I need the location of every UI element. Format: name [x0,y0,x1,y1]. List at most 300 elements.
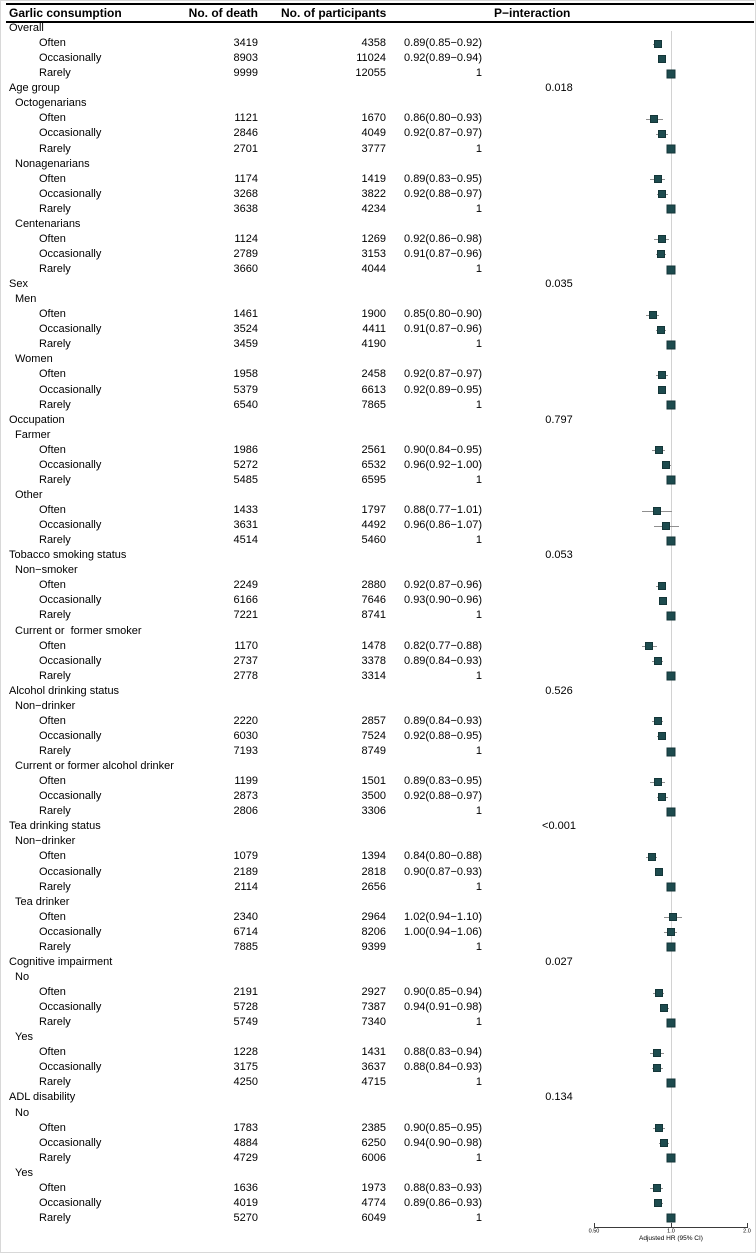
hr-ci-text: 1.00(0.94−1.06) [404,925,482,938]
row-label: Rarely [39,142,71,155]
hr-ci-text: 1 [475,263,482,275]
row-label: Rarely [39,1016,71,1029]
participant-count: 3153 [361,247,386,260]
row-label: Rarely [39,398,71,411]
row-label: Occasionally [39,1061,102,1074]
table-row [1,578,756,593]
table-row [1,443,756,458]
hr-marker [658,371,666,379]
death-count: 1986 [233,443,258,456]
death-count: 1228 [233,1046,258,1059]
row-label: Farmer [15,428,51,441]
hr-ci-text: 1.02(0.94−1.10) [404,910,482,923]
hr-marker [658,235,666,243]
row-label: Non−smoker [15,564,78,577]
hr-ci-text: 1 [475,1016,482,1029]
hr-ci-text: 0.88(0.84−0.93) [404,1061,482,1074]
table-row [1,865,756,880]
table-row [1,1196,756,1211]
hr-marker [667,672,676,681]
table-row [1,1121,756,1136]
row-label: Often [39,986,66,998]
hr-ci-text: 1 [475,142,482,155]
death-count: 8903 [233,52,258,65]
table-row [1,383,756,398]
table-row [1,1211,756,1226]
table-row [1,398,756,413]
row-label: Occasionally [39,458,102,471]
table-row [1,1030,756,1045]
table-row [1,1166,756,1181]
p-interaction-value: 0.018 [545,82,573,95]
death-count: 1079 [233,850,258,863]
hr-ci-text: 1 [475,473,482,486]
hr-marker [653,1049,661,1057]
participant-count: 1419 [361,172,386,185]
death-count: 7885 [233,940,258,953]
row-label: Rarely [39,1076,71,1089]
table-row [1,66,756,81]
hr-ci-text: 1 [475,1076,482,1089]
hr-marker [667,69,676,78]
hr-marker [658,732,666,740]
participant-count: 3500 [361,790,386,803]
hr-marker [655,989,663,997]
row-label: Sex [9,278,28,291]
table-row [1,639,756,654]
participant-count: 1973 [361,1181,386,1194]
table-row [1,187,756,202]
table-row [1,684,756,699]
death-count: 2189 [233,865,258,878]
hr-ci-text: 1 [475,669,482,682]
row-label: Occasionally [39,594,102,607]
hr-marker [658,793,666,801]
hr-marker [667,476,676,485]
participant-count: 1900 [361,308,386,321]
hr-marker [667,611,676,620]
death-count: 1121 [234,112,258,125]
hr-marker [654,40,662,48]
death-count: 2789 [233,247,258,260]
death-count: 2846 [233,127,258,140]
row-label: Occasionally [39,654,102,667]
participant-count: 4044 [361,263,386,275]
hr-ci-text: 0.92(0.88−0.95) [404,729,482,742]
hr-ci-text: 0.89(0.84−0.93) [404,654,482,667]
column-header-no-of-death: No. of death [188,6,258,20]
row-label: Octogenarians [15,97,87,110]
row-label: Cognitive impairment [9,955,113,968]
death-count: 1636 [233,1181,258,1194]
death-count: 4019 [233,1196,258,1209]
row-label: Occasionally [39,187,102,200]
hr-marker [667,807,676,816]
death-count: 1433 [233,504,258,516]
row-label: Occasionally [39,383,102,396]
table-row [1,563,756,578]
table-row [1,834,756,849]
death-count: 2249 [233,579,258,592]
death-count: 5749 [233,1016,258,1029]
participant-count: 3378 [361,654,386,667]
table-row [1,1015,756,1030]
column-header-garlic-consumption: Garlic consumption [9,6,122,20]
table-row [1,774,756,789]
death-count: 1170 [234,639,258,652]
death-count: 4514 [233,534,258,547]
participant-count: 1501 [361,775,386,788]
table-row [1,1075,756,1090]
row-label: No [15,970,30,983]
participant-count: 2561 [361,443,386,456]
participant-count: 4492 [361,519,386,532]
death-count: 2191 [233,986,258,998]
table-row [1,880,756,895]
table-row [1,593,756,608]
death-count: 2806 [233,805,258,818]
row-label: Alcohol drinking status [9,684,120,697]
column-header-p-interaction: P−interaction [494,6,571,20]
table-row [1,1045,756,1060]
death-count: 3268 [233,187,258,200]
hr-marker [659,597,667,605]
participant-count: 1670 [361,112,386,125]
death-count: 3660 [233,263,258,275]
participant-count: 2656 [361,880,386,893]
table-row [1,1060,756,1075]
hr-marker [667,928,675,936]
row-label: Yes [15,1166,33,1179]
participant-count: 1394 [361,850,386,863]
table-row [1,202,756,217]
row-label: Often [39,1121,66,1134]
participant-count: 8206 [361,925,386,938]
table-row [1,157,756,172]
hr-marker [669,913,677,921]
x-axis-title: Adjusted HR (95% CI) [639,1235,703,1243]
hr-marker [658,130,666,138]
participant-count: 4715 [361,1076,386,1089]
row-label: Often [39,172,66,185]
table-row [1,503,756,518]
row-label: Often [39,850,66,863]
death-count: 4729 [233,1151,258,1164]
row-label: Rarely [39,1211,71,1224]
hr-ci-text: 0.90(0.85−0.94) [404,986,482,998]
hr-ci-text: 0.92(0.88−0.97) [404,187,482,200]
table-row [1,142,756,157]
table-row [1,895,756,910]
hr-ci-text: 1 [475,534,482,547]
row-label: Occasionally [39,1196,102,1209]
row-label: Rarely [39,880,71,893]
hr-ci-text: 0.92(0.87−0.97) [404,127,482,140]
hr-ci-text: 1 [475,1211,482,1224]
row-label: Often [39,112,66,125]
hr-marker [667,1214,676,1223]
row-label: Occupation [9,413,65,426]
death-count: 2220 [233,714,258,727]
hr-ci-text: 0.85(0.80−0.90) [404,308,482,321]
row-label: Current or former alcohol drinker [15,760,174,773]
death-count: 1174 [234,172,258,185]
row-label: ADL disability [9,1091,76,1104]
p-interaction-value: 0.797 [545,413,573,426]
hr-marker [654,1199,662,1207]
row-label: Yes [15,1031,33,1044]
participant-count: 6595 [361,473,386,486]
participant-count: 2927 [361,986,386,998]
row-label: Men [15,293,37,306]
row-label: Non−drinker [15,835,76,848]
death-count: 4250 [233,1076,258,1089]
hr-marker [667,340,676,349]
death-count: 7193 [233,745,258,757]
row-label: Often [39,1181,66,1194]
participant-count: 3637 [361,1061,386,1074]
table-row [1,473,756,488]
row-label: Tea drinking status [9,820,101,833]
row-label: Centenarians [15,217,81,230]
hr-marker [650,115,658,123]
row-label: Non−drinker [15,699,76,712]
table-row [1,81,756,96]
participant-count: 12055 [355,67,386,80]
death-count: 3175 [233,1061,258,1074]
hr-ci-text: 0.96(0.92−1.00) [404,458,482,471]
row-label: Other [15,488,43,501]
table-row [1,714,756,729]
participant-count: 7865 [361,398,386,411]
hr-marker [653,507,661,515]
row-label: Often [39,443,66,456]
hr-ci-text: 0.93(0.90−0.96) [404,594,482,607]
hr-marker [667,1018,676,1027]
participant-count: 7646 [361,594,386,607]
hr-marker [667,943,676,952]
hr-marker [653,1064,661,1072]
p-interaction-value: 0.035 [545,278,573,291]
table-row [1,111,756,126]
row-label: Often [39,504,66,516]
hr-ci-text: 0.90(0.87−0.93) [404,865,482,878]
row-label: Occasionally [39,925,102,938]
hr-ci-text: 0.86(0.80−0.93) [404,112,482,125]
death-count: 4884 [233,1136,258,1149]
table-row [1,458,756,473]
table-row [1,488,756,503]
row-label: Current or former smoker [15,624,142,637]
hr-marker [660,1004,668,1012]
hr-ci-text: 1 [475,745,482,757]
row-label: Often [39,579,66,592]
table-row [1,849,756,864]
hr-ci-text: 0.89(0.83−0.95) [404,775,482,788]
hr-marker [648,853,656,861]
row-label: Rarely [39,745,71,757]
table-row [1,804,756,819]
hr-marker [667,536,676,545]
death-count: 5379 [233,383,258,396]
table-row [1,1136,756,1151]
row-label: Often [39,368,66,381]
row-label: Rarely [39,338,71,351]
row-label: Often [39,714,66,727]
table-row [1,910,756,925]
participant-count: 1269 [361,232,386,245]
table-row [1,126,756,141]
hr-ci-text: 0.92(0.89−0.95) [404,383,482,396]
death-count: 3419 [233,37,258,50]
x-axis-tick-label-1.0: 1.0 [666,1228,675,1235]
death-count: 1199 [234,775,258,788]
x-axis-tick-label-2.0: 2.0 [743,1228,751,1235]
table-row [1,819,756,834]
table-row [1,217,756,232]
hr-ci-text: 0.89(0.86−0.93) [404,1196,482,1209]
participant-count: 6006 [361,1151,386,1164]
death-count: 6540 [233,398,258,411]
death-count: 2873 [233,790,258,803]
table-row [1,699,756,714]
hr-marker [662,522,670,530]
hr-marker [667,1078,676,1087]
death-count: 5728 [233,1001,258,1014]
hr-ci-text: 1 [475,805,482,818]
hr-marker [655,446,663,454]
hr-marker [655,868,663,876]
participant-count: 8749 [361,745,386,757]
hr-ci-text: 0.94(0.90−0.98) [404,1136,482,1149]
hr-marker [667,747,676,756]
death-count: 2778 [233,669,258,682]
participant-count: 2458 [361,368,386,381]
x-axis-tick-1.0 [671,1223,672,1227]
p-interaction-value: 0.134 [545,1091,573,1104]
table-row [1,608,756,623]
participant-count: 5460 [361,534,386,547]
hr-marker [667,401,676,410]
table-row [1,367,756,382]
hr-ci-text: 1 [475,1151,482,1164]
death-count: 2340 [233,910,258,923]
table-row [1,789,756,804]
hr-marker [645,642,653,650]
hr-ci-text: 1 [475,67,482,80]
row-label: Occasionally [39,790,102,803]
participant-count: 3777 [361,142,386,155]
participant-count: 6250 [361,1136,386,1149]
participant-count: 4358 [361,37,386,50]
death-count: 3459 [233,338,258,351]
table-row [1,729,756,744]
hr-marker [655,1124,663,1132]
hr-ci-text: 0.94(0.91−0.98) [404,1001,482,1014]
row-label: Occasionally [39,127,102,140]
hr-ci-text: 1 [475,880,482,893]
participant-count: 7387 [361,1001,386,1014]
death-count: 5485 [233,473,258,486]
table-row [1,654,756,669]
hr-ci-text: 0.84(0.80−0.88) [404,850,482,863]
row-label: Rarely [39,202,71,215]
hr-ci-text: 0.91(0.87−0.96) [404,323,482,336]
table-row [1,1000,756,1015]
table-row [1,413,756,428]
table-row [1,262,756,277]
hr-ci-text: 0.88(0.77−1.01) [404,504,482,516]
hr-marker [660,1139,668,1147]
participant-count: 2857 [361,714,386,727]
x-axis-tick-2.0 [747,1223,748,1227]
table-row [1,1181,756,1196]
table-row [1,925,756,940]
table-row [1,985,756,1000]
row-label: Occasionally [39,323,102,336]
participant-count: 4049 [361,127,386,140]
participant-count: 1797 [361,504,386,516]
participant-count: 6532 [361,458,386,471]
table-row [1,96,756,111]
death-count: 1958 [233,368,258,381]
hr-marker [658,190,666,198]
hr-ci-text: 0.82(0.77−0.88) [404,639,482,652]
row-label: Tea drinker [15,895,70,908]
hr-ci-text: 0.96(0.86−1.07) [404,519,482,532]
death-count: 1783 [233,1121,258,1134]
table-row [1,428,756,443]
row-label: Rarely [39,940,71,953]
hr-ci-text: 0.88(0.83−0.94) [404,1046,482,1059]
hr-ci-text: 0.92(0.86−0.98) [404,232,482,245]
hr-ci-text: 1 [475,202,482,215]
table-row [1,1151,756,1166]
row-label: Rarely [39,263,71,275]
table-row [1,292,756,307]
row-label: Often [39,910,66,923]
hr-marker [658,582,666,590]
hr-ci-text: 0.92(0.88−0.97) [404,790,482,803]
row-label: Rarely [39,609,71,622]
table-row [1,533,756,548]
p-interaction-value: 0.027 [545,955,573,968]
x-axis-tick-0.50 [594,1223,595,1227]
row-label: No [15,1106,30,1119]
hr-marker [667,883,676,892]
participant-count: 2385 [361,1121,386,1134]
table-row [1,247,756,262]
top-rule [6,3,754,5]
row-label: Rarely [39,534,71,547]
row-label: Rarely [39,669,71,682]
death-count: 6030 [233,729,258,742]
row-label: Overall [9,22,44,34]
death-count: 1124 [234,232,258,245]
hr-ci-text: 0.90(0.84−0.95) [404,443,482,456]
participant-count: 3306 [361,805,386,818]
table-rows [1,21,756,1226]
participant-count: 6613 [361,383,386,396]
hr-marker [654,717,662,725]
row-label: Occasionally [39,1136,102,1149]
participant-count: 1478 [361,639,386,652]
row-label: Often [39,1046,66,1059]
hr-marker [649,311,657,319]
table-row [1,337,756,352]
participant-count: 8741 [361,609,386,622]
p-interaction-value: <0.001 [542,820,576,833]
